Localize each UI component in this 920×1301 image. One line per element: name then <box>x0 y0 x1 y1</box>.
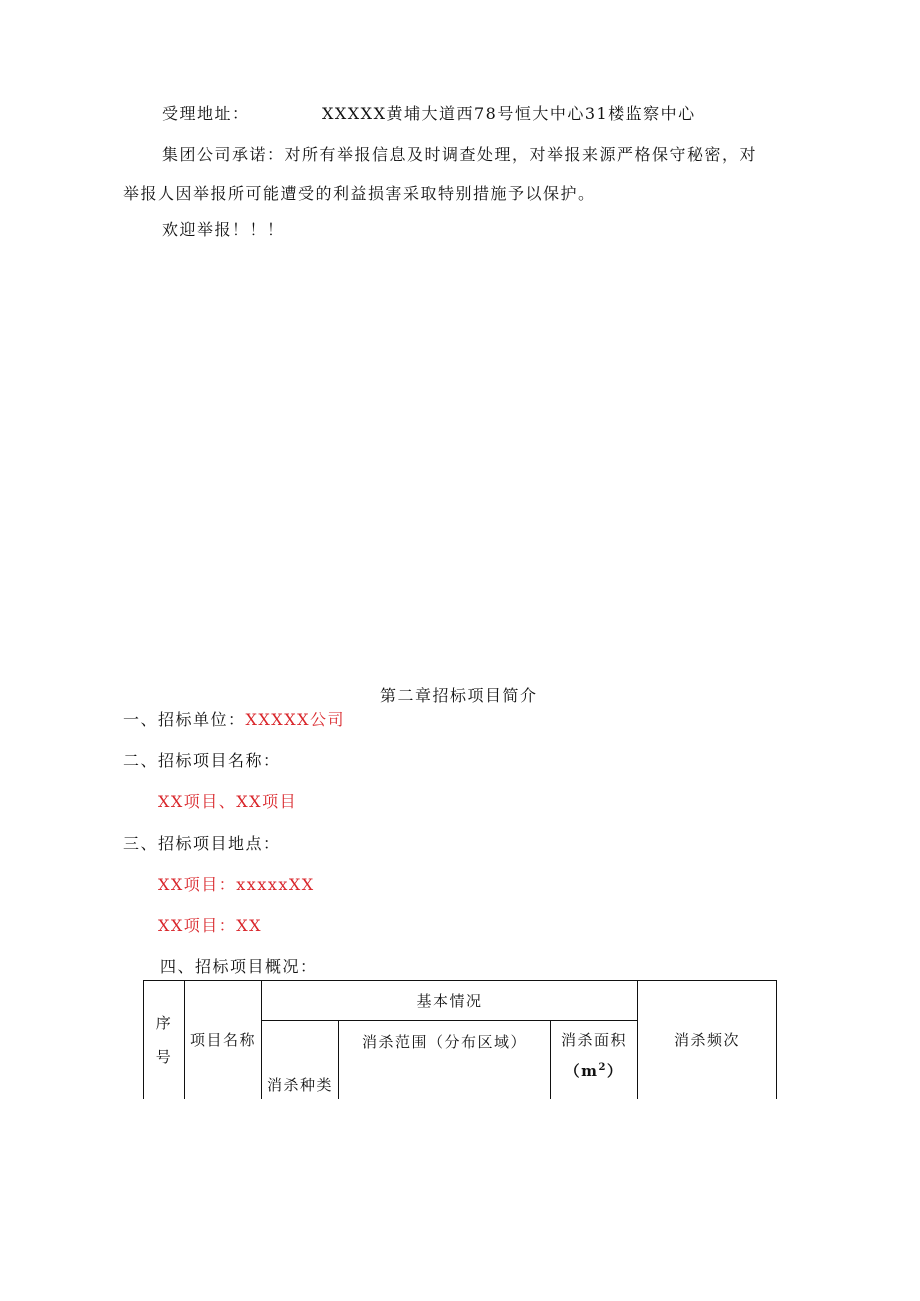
address-label: 受理地址： <box>162 104 250 123</box>
section-2-label: 二、招标项目名称： <box>123 751 281 770</box>
subheader-scope: 消杀范围（分布区域） <box>339 1021 551 1099</box>
header-seq-bottom: 号 <box>155 1047 173 1066</box>
subheader-kind: 消杀种类 <box>262 1021 339 1099</box>
header-frequency: 消杀频次 <box>638 981 777 1099</box>
header-seq-top: 序 <box>155 1013 173 1032</box>
project-location-1: XX项目：xxxxxXX <box>158 875 315 894</box>
subheader-area <box>551 1021 638 1099</box>
project-overview-table <box>143 980 777 1099</box>
header-seq <box>144 981 185 1099</box>
address-value: XXXXX黄埔大道西78号恒大中心31楼监察中心 <box>322 104 696 123</box>
chapter-title: 第二章招标项目简介 <box>380 686 538 705</box>
header-basic-info: 基本情况 <box>262 981 638 1021</box>
subheader-area-label: 消杀面积 <box>561 1031 628 1049</box>
commitment-line-1: 集团公司承诺：对所有举报信息及时调查处理，对举报来源严格保守秘密，对 <box>162 145 758 164</box>
section-4-label: 四、招标项目概况： <box>160 957 318 976</box>
subheader-area-unit: $(m^2)$ <box>564 1062 624 1080</box>
project-name-value: XX项目、XX项目 <box>158 792 298 811</box>
commitment-line-2: 举报人因举报所可能遭受的利益损害采取特别措施予以保护。 <box>123 184 596 203</box>
welcome-text: 欢迎举报！！！ <box>162 220 285 239</box>
section-3-label: 三、招标项目地点： <box>123 834 281 853</box>
section-1-label: 一、招标单位： <box>123 710 246 729</box>
project-location-2: XX项目：XX <box>158 916 263 935</box>
header-project-name: 项目名称 <box>185 981 262 1099</box>
bidder-unit-value: XXXXX公司 <box>245 710 345 729</box>
section-1 <box>123 710 345 730</box>
